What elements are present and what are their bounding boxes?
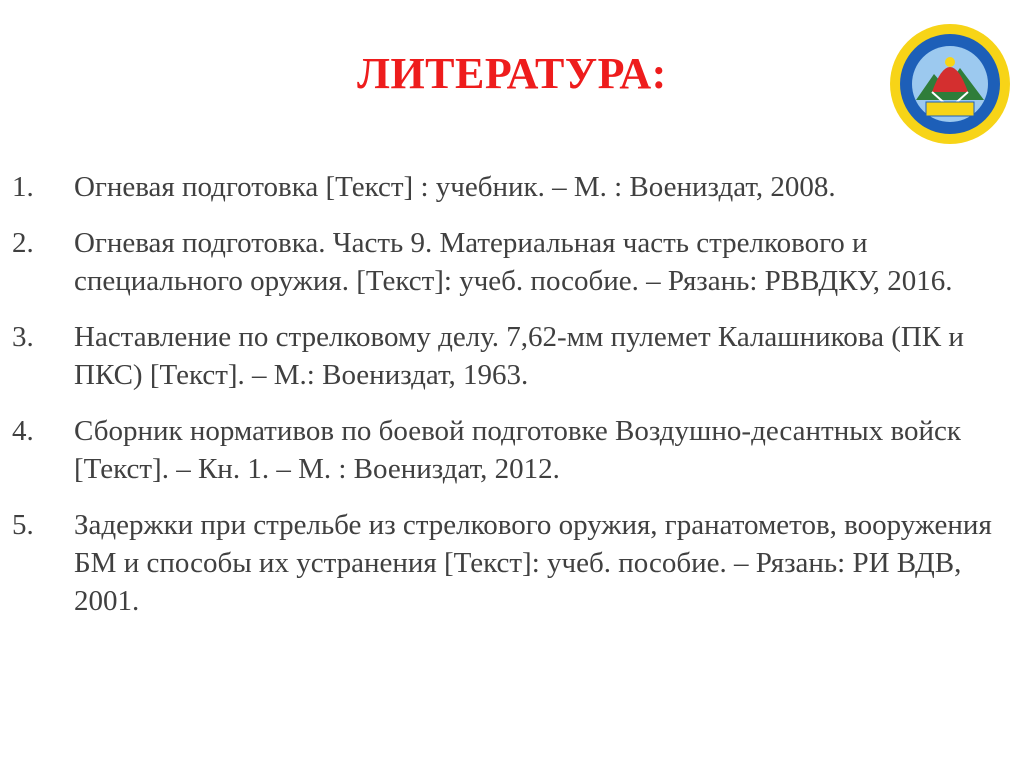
reference-text: Огневая подготовка. Часть 9. Материальная часть стрелкового и специального оружия. [Текст]: учеб. пособие. – Рязань: РВВДКУ, 2016.	[74, 227, 953, 297]
slide-title: ЛИТЕРАТУРА:	[357, 49, 667, 98]
emblem-star	[945, 57, 955, 67]
reference-number: 4.	[12, 415, 34, 447]
reference-item-2	[0, 224, 1024, 300]
military-academy-emblem-icon	[888, 22, 1012, 146]
emblem-banner	[926, 102, 974, 116]
reference-number: 1.	[12, 171, 34, 203]
reference-item-3	[0, 318, 1024, 394]
reference-text: Сборник нормативов по боевой подготовке Воздушно-десантных войск [Текст]. – Кн. 1. – М. : Воениздат, 2012.	[74, 415, 961, 485]
reference-list	[0, 168, 1024, 638]
reference-item-4	[0, 412, 1024, 488]
reference-number: 2.	[12, 227, 34, 259]
reference-text: Наставление по стрелковому делу. 7,62-мм пулемет Калашникова (ПК и ПКС) [Текст]. – М.: Воениздат, 1963.	[74, 321, 964, 391]
emblem-graphic	[888, 22, 1012, 146]
reference-text: Задержки при стрельбе из стрелкового оружия, гранатометов, вооружения БМ и способы их устранения [Текст]: учеб. пособие. – Рязань: РИ ВДВ, 2001.	[74, 509, 992, 617]
reference-text: Огневая подготовка [Текст] : учебник. – М. : Воениздат, 2008.	[74, 171, 836, 203]
reference-number: 3.	[12, 321, 34, 353]
reference-item-1	[0, 168, 1024, 206]
reference-number: 5.	[12, 509, 34, 541]
reference-item-5	[0, 506, 1024, 620]
